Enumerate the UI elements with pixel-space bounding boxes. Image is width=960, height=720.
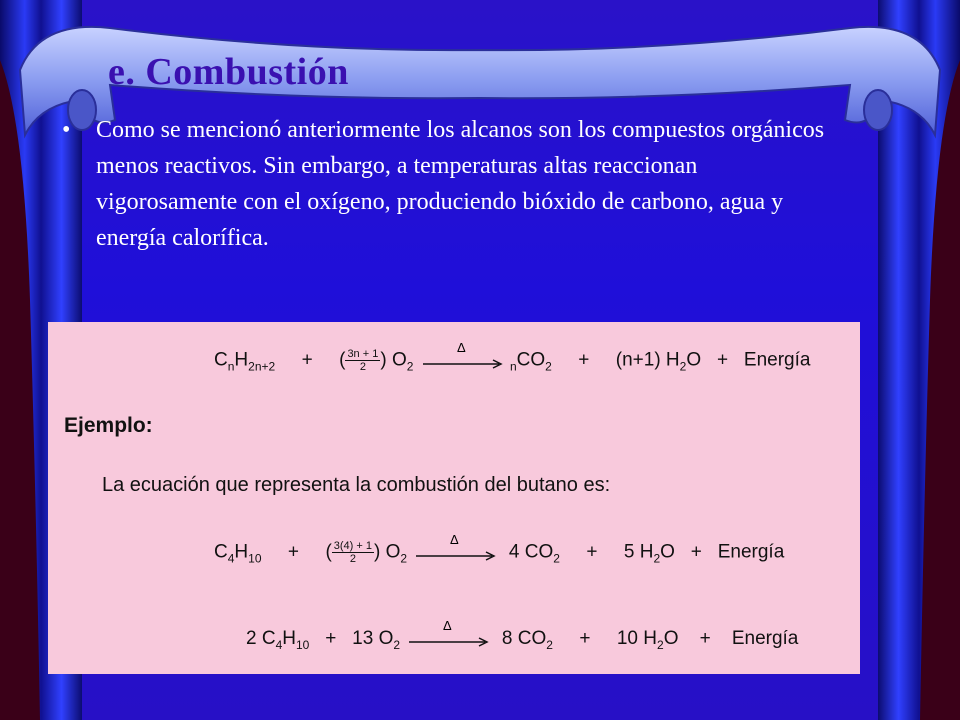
eq-water-sub: 2 — [679, 359, 687, 374]
butane-combustion-equation — [214, 533, 785, 566]
delta-icon: Δ — [450, 533, 460, 547]
equations-panel — [48, 322, 860, 674]
eq-fraction-num: 3n + 1 — [347, 348, 379, 360]
example-heading: Ejemplo: — [64, 414, 153, 437]
example-intro: La ecuación que representa la combustión del butano es: — [102, 474, 611, 496]
general-combustion-equation — [214, 341, 811, 374]
eq-energy: Energía — [717, 541, 785, 563]
delta-icon: Δ — [443, 619, 453, 633]
eq-carbon: C — [214, 541, 228, 563]
eq-fraction-num: 3(4) + 1 — [333, 540, 372, 552]
eq-fraction — [332, 540, 374, 565]
eq-plus: + — [716, 349, 729, 371]
eq-hydrogen-sub: 10 — [296, 637, 310, 652]
eq-plus: + — [699, 628, 711, 649]
eq-oxygen: O — [385, 541, 401, 563]
eq-oxygen: O — [391, 349, 407, 371]
eq-co2-sub: 2 — [545, 359, 552, 374]
eq-paren-open: ( — [339, 349, 346, 371]
eq-carbon-sub: 4 — [275, 637, 283, 652]
eq-fraction — [345, 348, 380, 373]
eq-plus: + — [325, 628, 337, 649]
eq-co2: 4 CO — [508, 541, 554, 563]
eq-carbon-sub: n — [227, 359, 235, 374]
eq-paren-open: ( — [325, 541, 332, 563]
eq-hydrogen-sub: 2n+2 — [248, 359, 276, 374]
eq-paren-close: ) — [373, 541, 381, 563]
eq-oxygen-sub: 2 — [400, 551, 408, 566]
bullet-paragraph — [62, 112, 842, 256]
eq-plus: + — [301, 349, 313, 371]
eq-oxygen-sub: 2 — [406, 359, 414, 374]
reaction-arrow-icon — [405, 619, 491, 648]
eq-water-sub: 2 — [653, 551, 661, 566]
eq-hydrogen: H — [282, 628, 296, 649]
eq-fraction-den: 2 — [349, 553, 356, 565]
eq-co2-sub: 2 — [546, 637, 553, 652]
eq-co2-prefix: n — [509, 359, 517, 374]
reaction-arrow-icon — [419, 341, 505, 370]
reaction-arrow-icon — [412, 533, 498, 562]
eq-oxygen-sub: 2 — [393, 637, 401, 652]
eq-carbon: C — [214, 349, 228, 371]
eq-water-oxygen: O — [663, 628, 679, 649]
slide-title: e. Combustión — [108, 51, 349, 93]
paragraph-text: Como se mencionó anteriormente los alcanos son los compuestos orgánicos menos reactivos. Sin embargo, a temperaturas altas reaccionan vigorosamente con el oxígeno, produciendo bióxido de carbono, agua y energía calorífica. — [96, 117, 825, 251]
eq-plus: + — [287, 541, 300, 563]
eq-plus: + — [690, 541, 702, 563]
eq-carbon: 2 C — [246, 628, 276, 649]
eq-oxygen: 13 O — [352, 628, 394, 649]
eq-water-oxygen: O — [686, 349, 702, 371]
eq-plus: + — [586, 541, 598, 563]
eq-paren-close: ) — [380, 349, 387, 371]
eq-water: 10 H — [616, 628, 657, 649]
eq-co2: 8 CO — [501, 628, 547, 649]
eq-water-oxygen: O — [660, 541, 675, 563]
eq-energy: Energía — [731, 628, 799, 649]
eq-plus: + — [578, 349, 590, 371]
eq-water-sub: 2 — [657, 637, 664, 652]
bullet-marker: • — [62, 117, 71, 143]
eq-co2: CO — [516, 349, 546, 371]
eq-water: (n+1) H — [615, 349, 680, 371]
delta-icon: Δ — [456, 341, 466, 355]
eq-energy: Energía — [743, 349, 811, 371]
eq-water: 5 H — [623, 541, 654, 563]
eq-carbon-sub: 4 — [227, 551, 235, 566]
eq-hydrogen-sub: 10 — [248, 551, 262, 566]
eq-co2-sub: 2 — [553, 551, 560, 566]
eq-hydrogen: H — [234, 541, 249, 563]
balanced-butane-equation — [246, 619, 799, 652]
eq-hydrogen: H — [234, 349, 249, 371]
eq-fraction-den: 2 — [359, 361, 366, 373]
eq-plus: + — [579, 628, 591, 649]
